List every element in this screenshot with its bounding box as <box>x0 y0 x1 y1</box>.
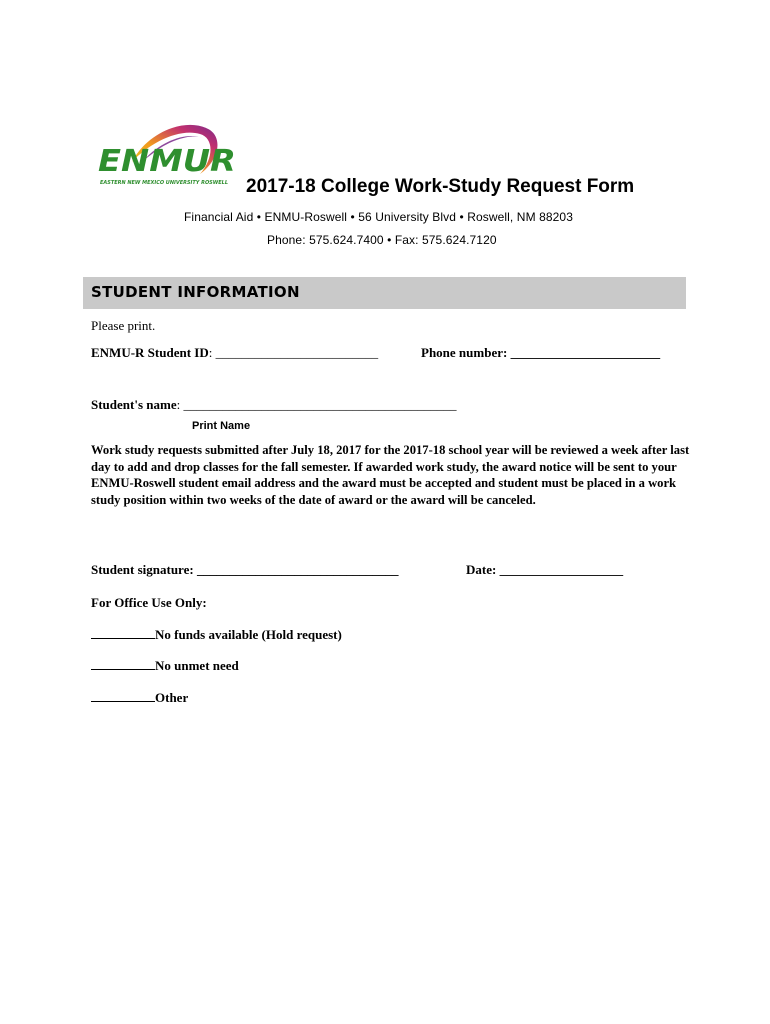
option-label: No unmet need <box>155 658 239 673</box>
date-field[interactable] <box>466 562 623 578</box>
phone-blank[interactable]: _______________________ <box>510 345 661 360</box>
option-label: Other <box>155 690 189 705</box>
date-label: Date: <box>466 562 497 577</box>
date-blank[interactable]: ___________________ <box>499 562 624 577</box>
office-option-no-funds[interactable] <box>91 627 342 643</box>
office-option-no-unmet-need[interactable] <box>91 658 239 674</box>
phone-label: Phone number: <box>421 345 508 360</box>
office-address: Financial Aid • ENMU-Roswell • 56 University Blvd • Roswell, NM 88203 <box>184 210 573 224</box>
signature-blank[interactable]: _______________________________ <box>196 562 399 577</box>
student-id-label: ENMU-R Student ID <box>91 345 209 360</box>
checkbox-line[interactable] <box>91 638 155 639</box>
checkbox-line[interactable] <box>91 669 155 670</box>
phone-field[interactable] <box>421 345 660 361</box>
student-id-field[interactable]: ENMU-R Student ID: _________________________ <box>91 345 379 360</box>
signature-label: Student signature: <box>91 562 194 577</box>
student-name-field[interactable]: Student's name: __________________________________________ <box>91 397 457 412</box>
checkbox-line[interactable] <box>91 701 155 702</box>
print-instruction: Please print. <box>91 318 156 333</box>
section-header-bar <box>83 277 686 309</box>
form-title: 2017-18 College Work-Study Request Form <box>246 176 635 197</box>
enmur-logo <box>92 122 242 190</box>
office-use-heading: For Office Use Only: <box>91 595 207 610</box>
office-option-other[interactable] <box>91 690 188 706</box>
student-name-blank[interactable]: __________________________________________ <box>183 397 457 412</box>
logo-subtext: EASTERN NEW MEXICO UNIVERSITY ROSWELL <box>100 180 228 186</box>
section-heading: STUDENT INFORMATION <box>91 283 300 301</box>
logo-wordmark: ENMUR <box>98 144 236 179</box>
print-name-caption: Print Name <box>192 420 251 432</box>
signature-field[interactable] <box>91 562 398 578</box>
student-name-label: Student's name <box>91 397 177 412</box>
deadline-notice: Work study requests submitted after July 18, 2017 for the 2017-18 school year will be reviewed a week after last day to add and drop classes for the fall semester. If awarded work study, the award notice will be sent to your ENMU-Roswell student email address and the award must be accepted and student must be placed in a work study position within two weeks of the date of award or the award will be canceled. <box>91 443 690 507</box>
option-label: No funds available (Hold request) <box>155 627 342 642</box>
student-id-blank[interactable]: _________________________ <box>215 345 379 360</box>
office-contact: Phone: 575.624.7400 • Fax: 575.624.7120 <box>267 233 497 247</box>
